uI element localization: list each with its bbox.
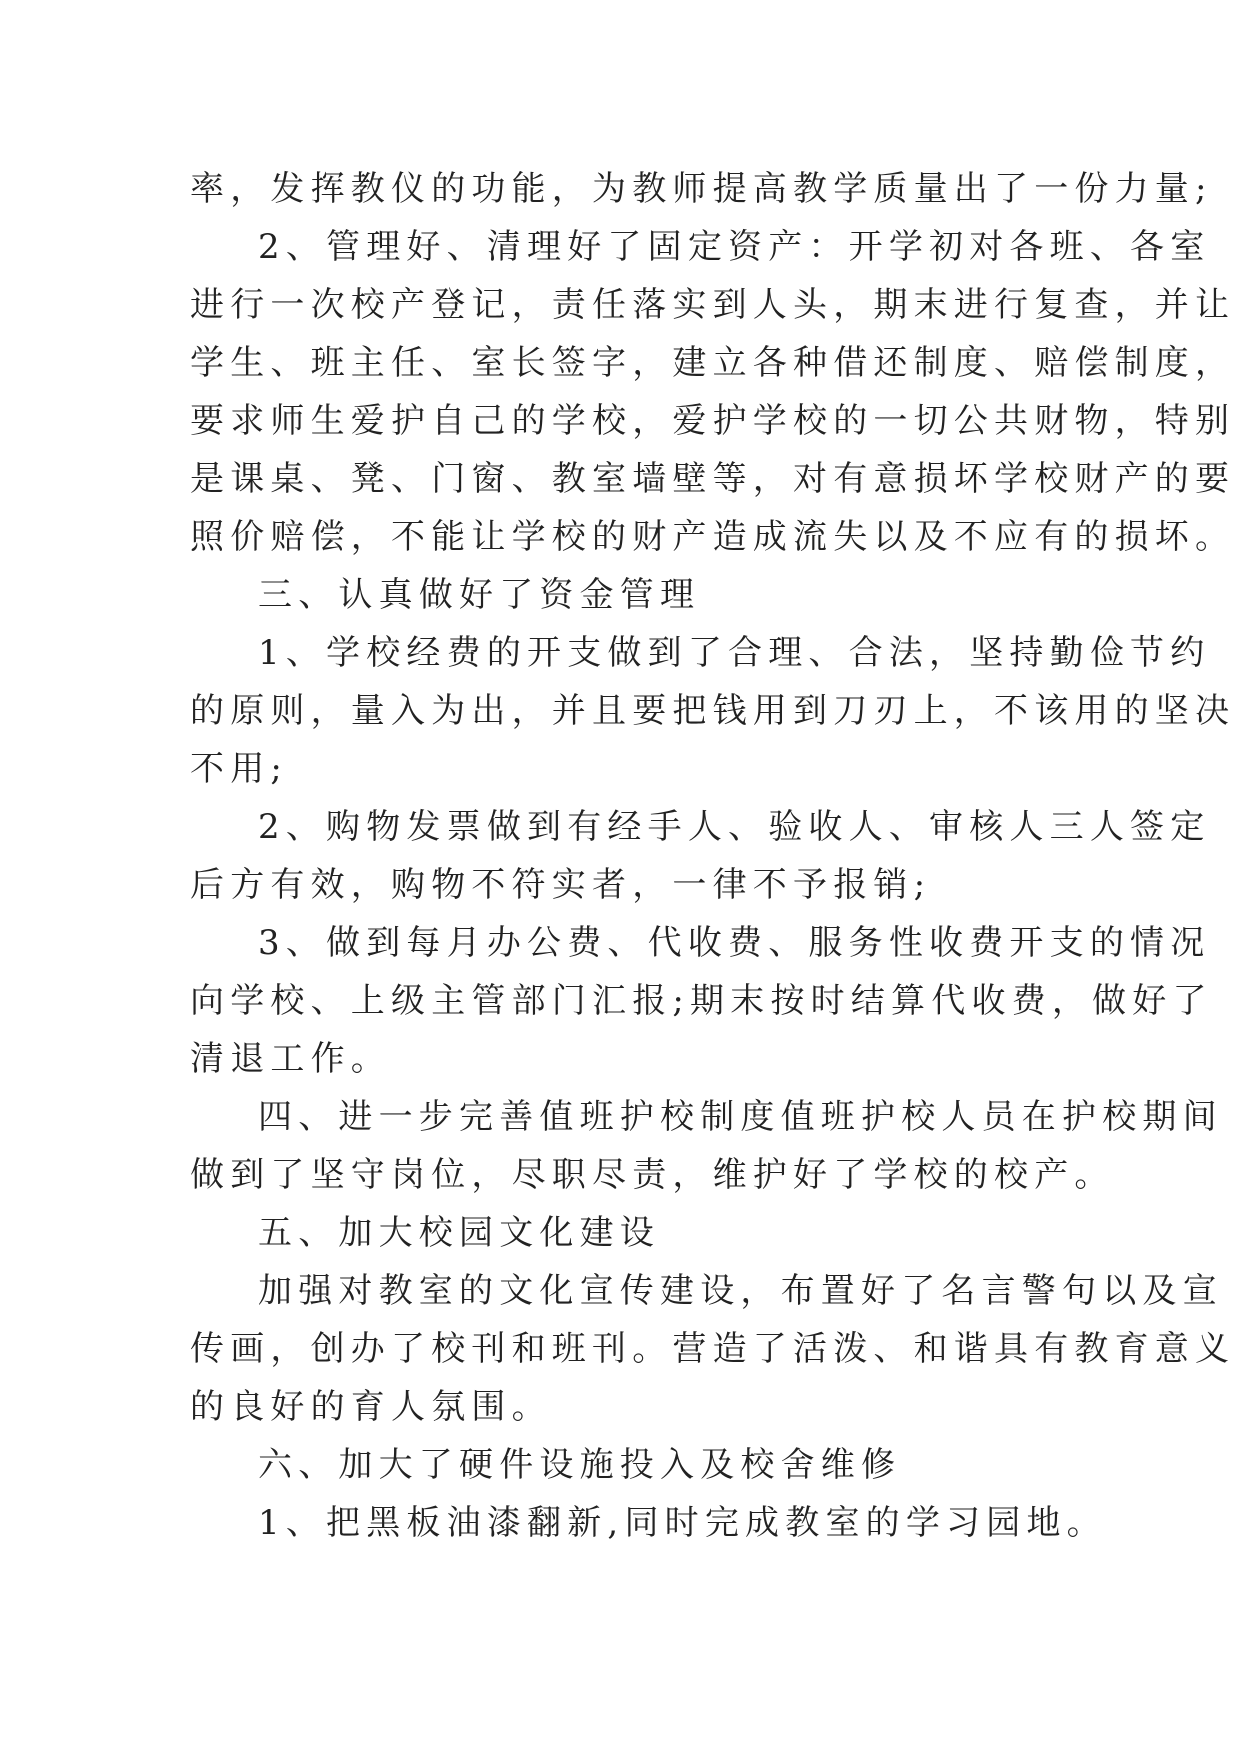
text-line: 后方有效，购物不符实者，一律不予报销;	[190, 865, 932, 905]
text-line: 进行一次校产登记，责任落实到人头，期末进行复查，并让	[190, 285, 1236, 325]
text-line: 的原则，量入为出，并且要把钱用到刀刃上，不该用的坚决	[190, 691, 1236, 731]
text-line: 的良好的育人氛围。	[190, 1387, 552, 1427]
text-line: 1、把黑板油漆翻新,同时完成教室的学习园地。	[258, 1503, 1107, 1543]
text-line: 向学校、上级主管部门汇报;期末按时结算代收费，做好了	[190, 981, 1213, 1021]
text-line: 照价赔偿，不能让学校的财产造成流失以及不应有的损坏。	[190, 517, 1236, 557]
document-body	[190, 160, 1236, 1552]
text-line: 学生、班主任、室长签字，建立各种借还制度、赔偿制度，	[190, 343, 1236, 383]
text-line: 要求师生爱护自己的学校，爱护学校的一切公共财物，特别	[190, 401, 1236, 441]
section-heading: 三、认真做好了资金管理	[258, 575, 701, 615]
text-line: 清退工作。	[190, 1039, 391, 1079]
text-line: 1、学校经费的开支做到了合理、合法，坚持勤俭节约	[258, 633, 1211, 673]
text-line: 加强对教室的文化宣传建设，布置好了名言警句以及宣	[258, 1271, 1223, 1311]
text-line: 做到了坚守岗位，尽职尽责，维护好了学校的校产。	[190, 1155, 1115, 1195]
text-line: 不用;	[190, 749, 289, 789]
section-heading: 六、加大了硬件设施投入及校舍维修	[258, 1445, 902, 1485]
text-line: 是课桌、凳、门窗、教室墙壁等，对有意损坏学校财产的要	[190, 459, 1236, 499]
section-heading: 四、进一步完善值班护校制度值班护校人员在护校期间	[258, 1097, 1223, 1137]
text-line: 传画，创办了校刊和班刊。营造了活泼、和谐具有教育意义	[190, 1329, 1236, 1369]
text-line: 率，发挥教仪的功能，为教师提高教学质量出了一份力量;	[190, 169, 1213, 209]
section-heading: 五、加大校园文化建设	[258, 1213, 660, 1253]
text-line: 3、做到每月办公费、代收费、服务性收费开支的情况	[258, 923, 1211, 963]
text-line: 2、购物发票做到有经手人、验收人、审核人三人签定	[258, 807, 1211, 847]
text-line: 2、管理好、清理好了固定资产：开学初对各班、各室	[258, 227, 1211, 267]
